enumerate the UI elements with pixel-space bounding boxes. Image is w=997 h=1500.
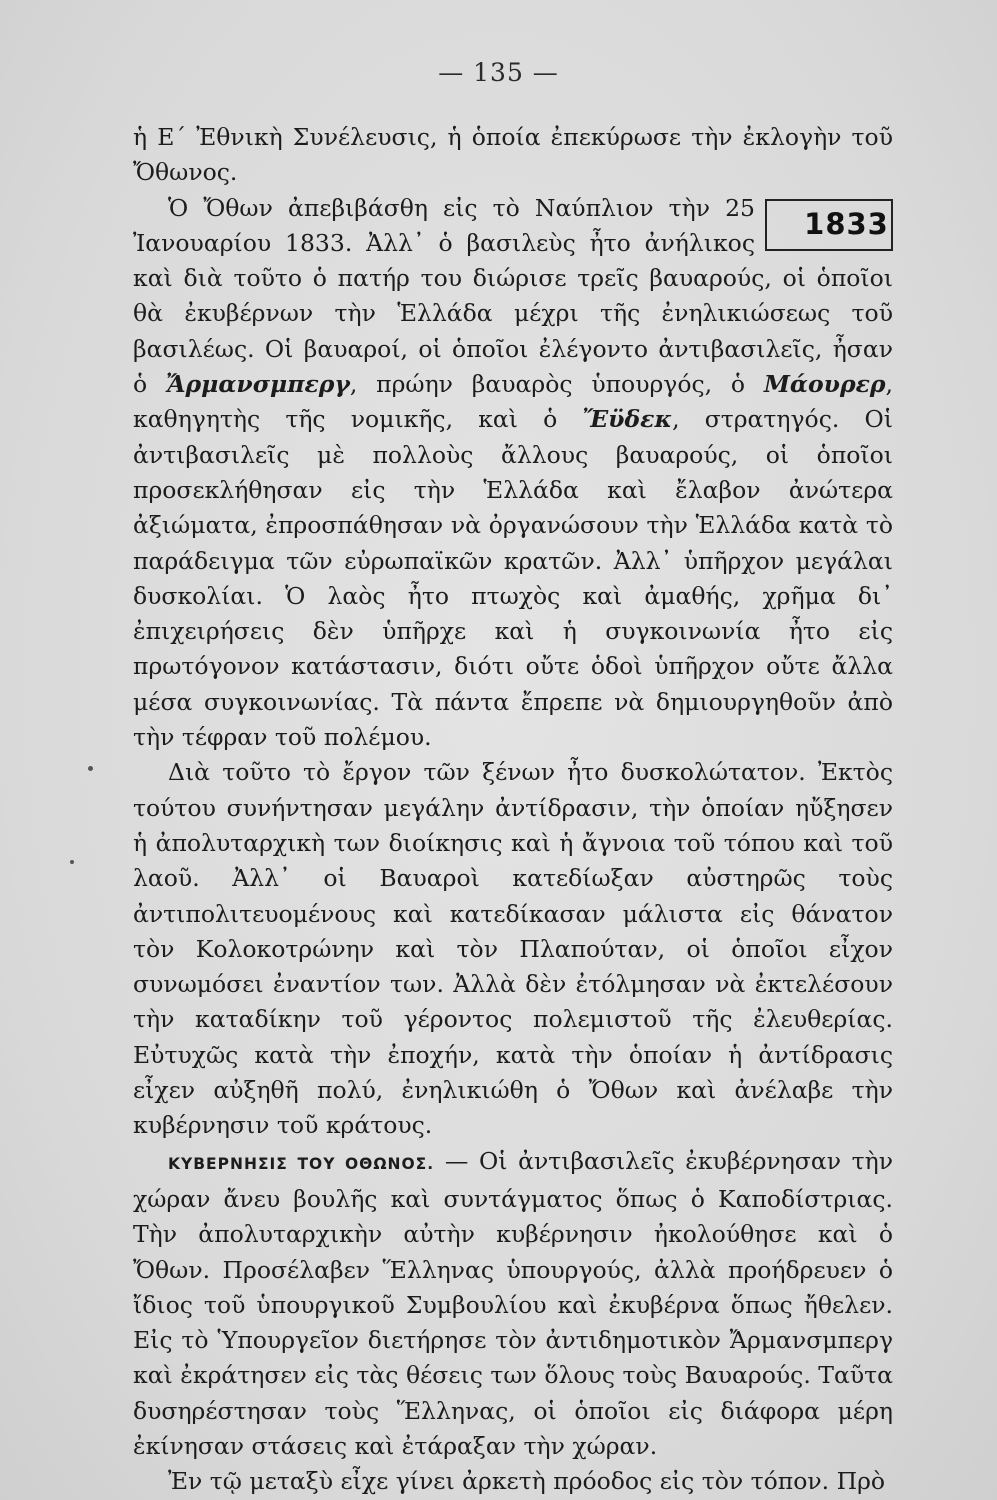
- paragraph-3: Διὰ τοῦτο τὸ ἔργον τῶν ξένων ἦτο δυσκολώτατον. Ἐκτὸς τούτου συνήντησαν μεγάλην ἀντίδρασιν, τὴν ὁποίαν ηὔξησεν ἡ ἀπολυταρχικὴ των διοίκησις καὶ ἡ ἄγνοια τοῦ τόπου καὶ τοῦ λαοῦ. Ἀλλ᾽ οἱ Βαυαροὶ κατεδίωξαν αὐστηρῶς τοὺς ἀντιπολιτευομένους καὶ κατεδίκασαν μάλιστα εἰς θάνατον τὸν Κολοκοτρώνην καὶ τὸν Πλαπούταν, οἱ ὁποῖοι εἶχον συνωμόσει ἐναντίον των. Ἀλλὰ δὲν ἐτόλμησαν νὰ ἐκτελέσουν τὴν καταδίκην τοῦ γέροντος πολεμιστοῦ τῆς ἐλευθερίας. Εὐτυχῶς κατὰ τὴν ἐποχήν, κατὰ τὴν ὁποίαν ἡ ἀντίδρασις εἶχεν αὐξηθῆ πολύ, ἐνηλικιώθη ὁ Ὄθων καὶ ἀνέλαβε τὴν κυβέρνησιν τοῦ κράτους.: [133, 758, 893, 1140]
- marginal-year-box: 1833: [765, 199, 893, 251]
- paragraph-2-text-d: , στρατηγός. Οἱ ἀντιβασιλεῖς μὲ πολλοὺς ἄλλους βαυαρούς, οἱ ὁποῖοι προσεκλήθησαν εἰς τὴν Ἑλλάδα καὶ ἔλαβον ἀνώτερα ἀξιώματα, ἐπροσπάθησαν νὰ ὀργανώσουν τὴν Ἑλλάδα κατὰ τὸ παράδειγμα τῶν εὐρωπαϊκῶν κρατῶν. Ἀλλ᾽ ὑπῆρχον μεγάλαι δυσκολίαι. Ὁ λαὸς ἦτο πτωχὸς καὶ ἀμαθής, χρῆμα δι᾽ ἐπιχειρήσεις δὲν ὑπῆρχε καὶ ἡ συγκοινωνία ἦτο εἰς πρωτόγονον κατάστασιν, διότι οὔτε ὁδοὶ ὑπῆρχον οὔτε ἄλλα μέσα συγκοινωνίας. Τὰ πάντα ἔπρεπε νὰ δημιουργηθοῦν ἀπὸ τὴν τέφραν τοῦ πολέμου.: [133, 405, 893, 752]
- name-armansperg: Ἄρμανσμπεργ: [165, 370, 350, 399]
- paragraph-2-text-b: , πρώην βαυαρὸς ὑπουργός, ὁ: [349, 370, 764, 399]
- name-heideck: Ἔϋδεκ: [582, 405, 673, 434]
- paragraph-5: Ἐν τῷ μεταξὺ εἶχε γίνει ἀρκετὴ πρόοδος εἰς τὸν τόπον. Πρὸ: [168, 1467, 886, 1496]
- paragraph-4: [133, 1144, 893, 1465]
- margin-speck-mark: [88, 766, 93, 771]
- paragraph-2: [133, 191, 893, 756]
- body-text: [133, 120, 893, 1500]
- paragraph-4-text: — Οἱ ἀντιβασιλεῖς ἐκυβέρνησαν τὴν χώραν ἄνευ βουλῆς καὶ συντάγματος ὅπως ὁ Καποδίστριας. Τὴν ἀπολυταρχικὴν αὐτὴν κυβέρνησιν ἠκολούθησε καὶ ὁ Ὄθων. Προσέλαβεν Ἕλληνας ὑπουργούς, ἀλλὰ προήδρευεν ὁ ἴδιος τοῦ ὑπουργικοῦ Συμβουλίου καὶ ἐκυβέρνα ὅπως ἤθελεν. Εἰς τὸ Ὑπουργεῖον διετήρησε τὸν ἀντιδημοτικὸν Ἄρμανσμπεργ καὶ ἐκράτησεν εἰς τὰς θέσεις των ὅλους τοὺς Βαυαρούς. Ταῦτα δυσηρέστησαν τοὺς Ἕλληνας, οἱ ὁποῖοι εἰς διάφορα μέρη ἐκίνησαν στάσεις καὶ ἐτάραξαν τὴν χώραν.: [133, 1146, 893, 1460]
- section-heading: ΚΥΒΕΡΝΗΣΙΣ ΤΟΥ ΟΘΩΝΟΣ.: [168, 1154, 435, 1173]
- margin-speck-mark: [70, 860, 74, 864]
- paragraph-2-text-c: , καθηγητὴς τῆς νομικῆς, καὶ ὁ: [133, 370, 894, 434]
- page-number: — 135 —: [438, 58, 559, 87]
- paragraph-2-text-a: Ὁ Ὄθων ἀπεβιβάσθη εἰς τὸ Ναύπλιον τὴν 25 Ἰανουαρίου 1833. Ἀλλ᾽ ὁ βασιλεὺς ἦτο ἀνήλικος καὶ διὰ τοῦτο ὁ πατήρ του διώρισε τρεῖς βαυαρούς, οἱ ὁποῖοι θὰ ἐκυβέρνων τὴν Ἑλλάδα μέχρι τῆς ἐνηλικιώσεως τοῦ βασιλέως. Οἱ βαυαροί, οἱ ὁποῖοι ἐλέγοντο ἀντιβασιλεῖς, ἦσαν ὁ: [133, 193, 893, 399]
- paragraph-1: ἡ Ε΄ Ἐθνικὴ Συνέλευσις, ἡ ὁποία ἐπεκύρωσε τὴν ἐκλογὴν τοῦ Ὄθωνος.: [133, 123, 893, 187]
- name-maurer: Μάουρερ: [763, 370, 886, 399]
